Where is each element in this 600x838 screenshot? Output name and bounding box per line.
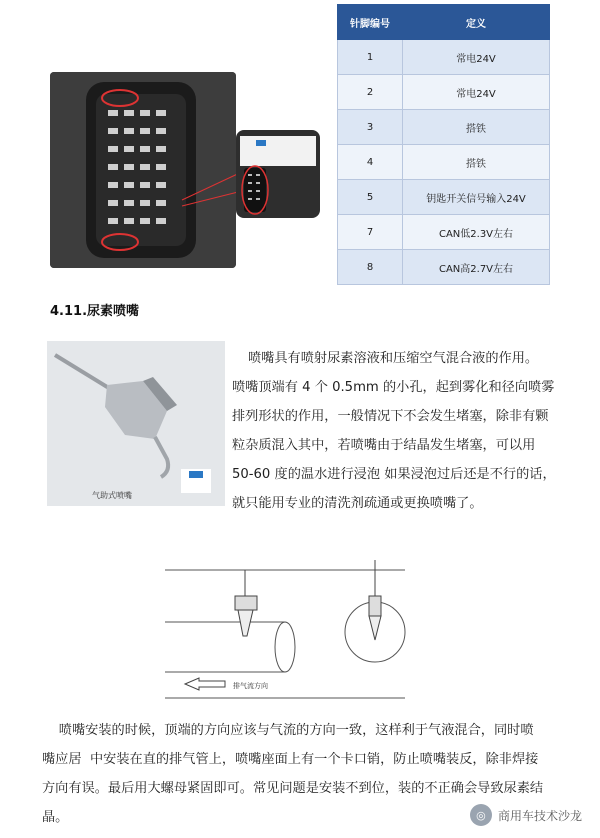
definition-cell: CAN高2.7V左右	[403, 250, 550, 285]
table-row	[338, 40, 550, 75]
paragraph-line: 50-60 度的温水进行浸泡 如果浸泡过后还是不行的话，	[232, 467, 556, 482]
pin-cell: 8	[338, 250, 403, 285]
watermark	[470, 804, 582, 826]
paragraph-line: 方向有误。最后用大螺母紧固即可。常见问题是安装不到位，装的不正确会导致尿素结	[42, 781, 544, 796]
paragraph-line: 就只能用专业的清洗剂疏通或更换喷嘴了。	[232, 496, 483, 511]
wechat-icon: ◎	[470, 804, 492, 826]
flow-direction-label: 排气流方向	[233, 682, 268, 690]
section-heading: 4.11.尿素喷嘴	[50, 304, 140, 319]
table-row	[338, 145, 550, 180]
nozzle-installation-diagram	[165, 560, 445, 715]
nozzle-description-paragraph	[50, 344, 562, 518]
pin-cell: 2	[338, 75, 403, 110]
dcu-module-photo	[226, 122, 330, 226]
paragraph-line: 排列形状的作用，一般情况下不会发生堵塞，除非有颗	[232, 409, 549, 424]
paragraph-line: 粒杂质混入其中，若喷嘴由于结晶发生堵塞，可以用	[232, 438, 536, 453]
pin-cell: 4	[338, 145, 403, 180]
definition-cell: 搭铁	[403, 145, 550, 180]
paragraph-line: 喷嘴顶端有 4 个 0.5mm 的小孔，起到雾化和径向喷雾	[232, 380, 555, 395]
nozzle-photo-caption: 气助式喷嘴	[92, 491, 132, 500]
table-row	[338, 110, 550, 145]
pin-cell: 5	[338, 180, 403, 215]
header-definition: 定义	[403, 5, 550, 40]
definition-cell: 常电24V	[403, 40, 550, 75]
paragraph-line: 喷嘴具有喷射尿素溶液和压缩空气混合液的作用。	[248, 351, 539, 366]
pin-cell: 1	[338, 40, 403, 75]
paragraph-line: 嘴应居 中安装在直的排气管上，喷嘴座面上有一个卡口销，防止喷嘴装反，除非焊接	[42, 752, 539, 767]
definition-cell: 常电24V	[403, 75, 550, 110]
table-row	[338, 215, 550, 250]
definition-cell: CAN低2.3V左右	[403, 215, 550, 250]
table-row	[338, 180, 550, 215]
definition-cell: 钥匙开关信号输入24V	[403, 180, 550, 215]
pin-definition-table	[337, 4, 550, 285]
table-header-row	[338, 5, 550, 40]
pin-cell: 7	[338, 215, 403, 250]
paragraph-line: 晶。	[42, 810, 69, 825]
table-row	[338, 250, 550, 285]
pin-cell: 3	[338, 110, 403, 145]
header-pin-number: 针脚编号	[338, 5, 403, 40]
paragraph-line: 喷嘴安装的时候，顶端的方向应该与气流的方向一致，这样利于气液混合，同时喷	[42, 723, 534, 738]
table-row	[338, 75, 550, 110]
watermark-text: 商用车技术沙龙	[497, 808, 582, 823]
definition-cell: 搭铁	[403, 110, 550, 145]
